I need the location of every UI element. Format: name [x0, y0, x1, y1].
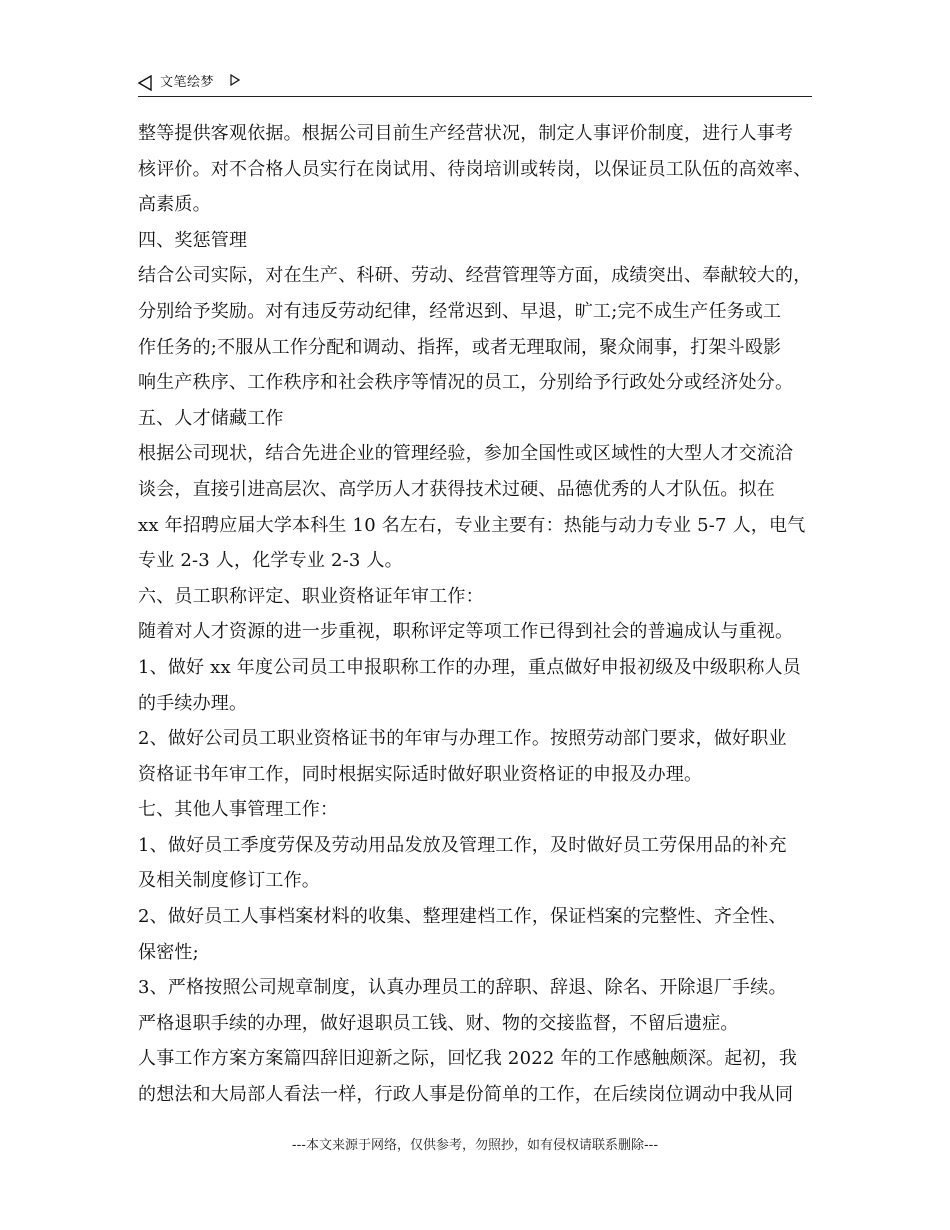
triangle-left-icon	[138, 75, 152, 91]
document-body	[138, 116, 828, 1113]
body-line: 1、做好 xx 年度公司员工申报职称工作的办理，重点做好申报初级及中级职称人员	[138, 656, 801, 678]
body-line: 核评价。对不合格人员实行在岗试用、待岗培训或转岗，以保证员工队伍的高效率、	[138, 158, 812, 180]
body-line: 1、做好员工季度劳保及劳动用品发放及管理工作，及时做好员工劳保用品的补充	[138, 834, 787, 856]
body-line: 2、做好公司员工职业资格证书的年审与办理工作。按照劳动部门要求，做好职业	[138, 728, 787, 750]
body-line: 3、严格按照公司规章制度，认真办理员工的辞职、辞退、除名、开除退厂手续。	[138, 977, 787, 999]
body-line: 高素质。	[138, 194, 211, 216]
section-heading: 五、人才储藏工作	[138, 407, 284, 429]
body-line: 保密性;	[138, 941, 199, 963]
triangle-right-icon	[230, 74, 240, 86]
page-footer-disclaimer: ---本文来源于网络，仅供参考，勿照抄，如有侵权请联系删除---	[291, 1138, 659, 1153]
body-line: 作任务的;不服从工作分配和调动、指挥，或者无理取闹，聚众闹事，打架斗殴影	[138, 336, 782, 358]
body-line: 根据公司现状，结合先进企业的管理经验，参加全国性或区域性的大型人才交流洽	[138, 443, 794, 465]
body-line: 的手续办理。	[138, 692, 248, 714]
body-line: 响生产秩序、工作秩序和社会秩序等情况的员工，分别给予行政处分或经济处分。	[138, 372, 794, 394]
body-line: 严格退职手续的办理，做好退职员工钱、财、物的交接监督，不留后遗症。	[138, 1012, 739, 1034]
body-line: 资格证书年审工作，同时根据实际适时做好职业资格证的申报及办理。	[138, 763, 703, 785]
body-line: 的想法和大局部人看法一样，行政人事是份简单的工作，在后续岗位调动中我从同	[138, 1084, 794, 1106]
section-heading: 七、其他人事管理工作：	[138, 799, 339, 821]
body-line: xx 年招聘应届大学本科生 10 名左右，专业主要有：热能与动力专业 5-7 人，电气	[138, 514, 806, 536]
body-line: 2、做好员工人事档案材料的收集、整理建档工作，保证档案的完整性、齐全性、	[138, 906, 787, 928]
body-line: 及相关制度修订工作。	[138, 870, 320, 892]
header-brand: 文笔绘梦	[160, 75, 215, 90]
body-line: 专业 2-3 人，化学专业 2-3 人。	[138, 550, 403, 572]
body-line: 分别给予奖励。对有违反劳动纪律，经常迟到、早退，旷工;完不成生产任务或工	[138, 300, 782, 322]
body-line: 整等提供客观依据。根据公司目前生产经营状况，制定人事评价制度，进行人事考	[138, 123, 794, 144]
section-heading: 四、奖惩管理	[138, 229, 248, 251]
body-line: 结合公司实际，对在生产、科研、劳动、经营管理等方面，成绩突出、奉献较大的，	[138, 265, 812, 287]
section-heading: 六、员工职称评定、职业资格证年审工作：	[138, 585, 484, 607]
body-line: 人事工作方案方案篇四辞旧迎新之际，回忆我 2022 年的工作感触颇深。起初，我	[138, 1048, 798, 1070]
body-line: 谈会，直接引进高层次、高学历人才获得技术过硬、品德优秀的人才队伍。拟在	[138, 478, 775, 500]
page-header	[138, 72, 812, 97]
body-line: 随着对人才资源的进一步重视，职称评定等项工作已得到社会的普遍成认与重视。	[138, 621, 794, 643]
